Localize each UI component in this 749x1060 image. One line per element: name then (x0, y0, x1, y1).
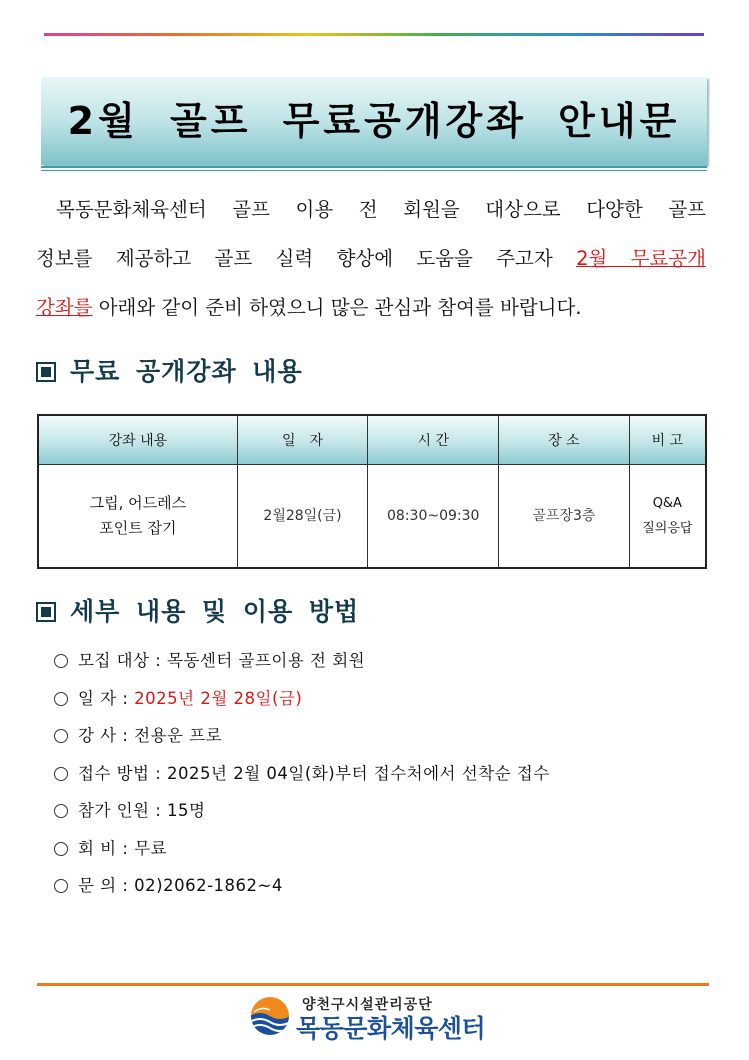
cell-note-line-2: 질의응답 (642, 521, 693, 536)
circle-bullet-icon (54, 879, 68, 893)
square-bullet-icon (36, 362, 56, 382)
table-row (38, 465, 706, 569)
intro-line-3-text: 아래와 같이 준비 하였으니 많은 관심과 참여를 바랍니다. (92, 296, 582, 319)
table-header-place: 장 소 (499, 415, 630, 465)
intro-line-3 (36, 283, 706, 332)
intro-highlight-2: 강좌를 (36, 296, 93, 319)
footer-org-name: 양천구시설관리공단 (302, 997, 433, 1013)
detail-target-text: 모집 대상 : 목동센터 골프이용 전 회원 (78, 651, 366, 670)
detail-date-label: 일 자 : (78, 688, 135, 708)
section-heading-course (36, 352, 303, 388)
list-item-target (54, 646, 550, 684)
section-heading-details (36, 592, 359, 628)
list-item-method (54, 759, 550, 797)
detail-contact-text: 문 의 : 02)2062-1862~4 (78, 876, 283, 895)
top-gradient-rule (44, 33, 704, 36)
circle-bullet-icon (54, 729, 68, 743)
list-item-contact (54, 871, 550, 909)
circle-bullet-icon (54, 654, 68, 668)
table-header-note: 비 고 (629, 415, 706, 465)
list-item-fee (54, 834, 550, 872)
square-bullet-icon (36, 602, 56, 622)
list-item-date (54, 684, 550, 722)
table-header-content: 강좌 내용 (38, 415, 237, 465)
title-underline (41, 166, 707, 168)
intro-line-1: 목동문화체육센터 골프 이용 전 회원을 대상으로 다양한 골프 (56, 198, 706, 221)
footer-rule (37, 983, 709, 986)
section-heading-course-text: 무료 공개강좌 내용 (70, 357, 303, 386)
cell-date: 2월28일(금) (237, 465, 368, 569)
cell-note-line-1: Q&A (652, 496, 682, 511)
intro-line-2 (36, 234, 706, 283)
footer-center-name: 목동문화체육센터 (296, 1014, 486, 1043)
cell-place: 골프장3층 (499, 465, 630, 569)
circle-bullet-icon (54, 804, 68, 818)
footer-logo (250, 993, 510, 1043)
circle-bullet-icon (54, 842, 68, 856)
list-item-capacity (54, 796, 550, 834)
detail-date-value: 2025년 2월 28일(금) (134, 688, 303, 708)
detail-fee-text: 회 비 : 무료 (78, 838, 168, 858)
table-header-time: 시 간 (368, 415, 499, 465)
intro-paragraph (36, 185, 706, 332)
circle-bullet-icon (54, 692, 68, 706)
cell-content (38, 465, 237, 569)
course-table (37, 414, 707, 569)
detail-capacity-text: 참가 인원 : 15명 (78, 801, 206, 820)
details-list (54, 646, 550, 909)
cell-content-line-1: 그립, 어드레스 (89, 494, 187, 512)
cell-time: 08:30~09:30 (368, 465, 499, 569)
title-underline-thin (41, 170, 707, 171)
intro-highlight-1: 2월 무료공개 (576, 247, 706, 270)
intro-line-2-text: 정보를 제공하고 골프 실력 향상에 도움을 주고자 (36, 247, 577, 270)
cell-content-line-2: 포인트 잡기 (99, 519, 177, 537)
page-title: 2월 골프 무료공개강좌 안내문 (67, 99, 681, 143)
cell-note (629, 465, 706, 569)
title-banner (41, 77, 707, 165)
table-header-date: 일 자 (237, 415, 368, 465)
list-item-instructor (54, 721, 550, 759)
section-heading-details-text: 세부 내용 및 이용 방법 (70, 597, 360, 626)
table-header-row (38, 415, 706, 465)
sun-wave-logo-icon (250, 996, 290, 1036)
detail-method-text: 접수 방법 : 2025년 2월 04일(화)부터 접수처에서 선착순 접수 (78, 763, 550, 783)
circle-bullet-icon (54, 767, 68, 781)
detail-instructor-text: 강 사 : 전용운 프로 (78, 726, 223, 745)
